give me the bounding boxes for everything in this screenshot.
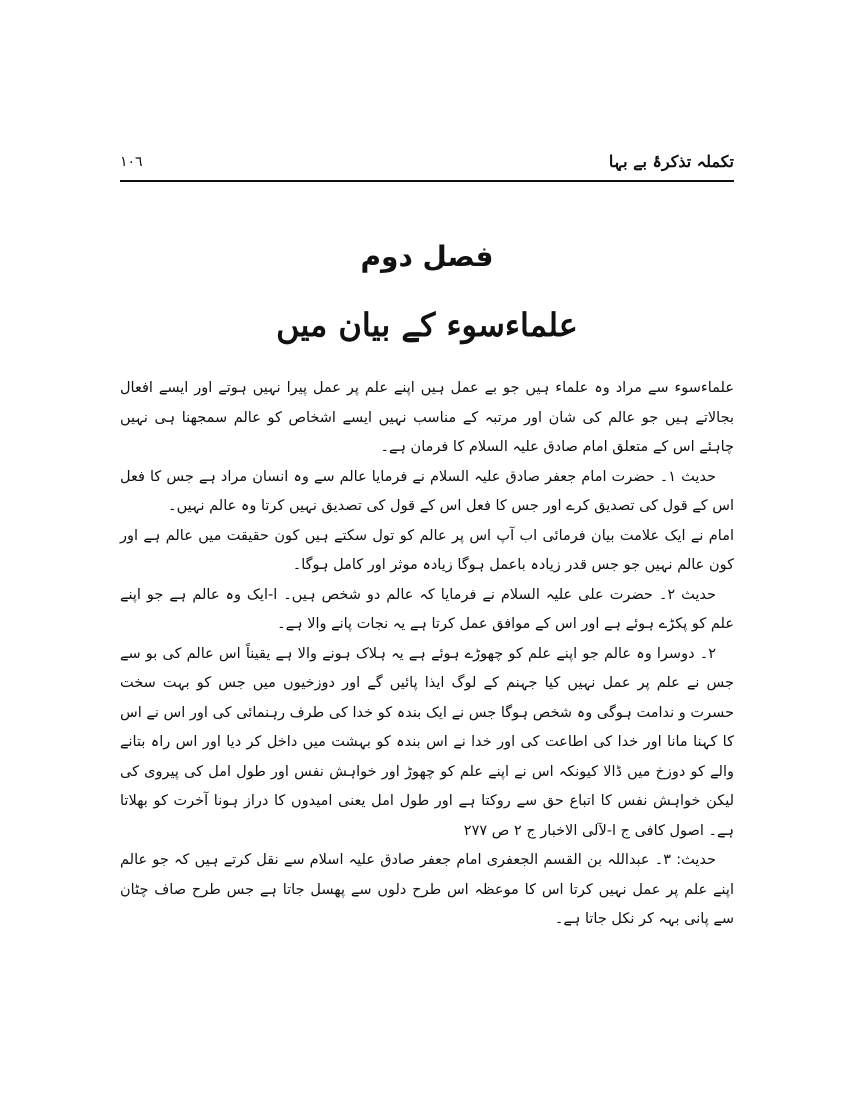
paragraph-hadith-1: حدیث ۱۔ حضرت امام جعفر صادق علیہ السلام نے فرمایا عالم سے وہ انسان مراد ہے جس کا فعل اس کے قول کی تصدیق کرے اور جس کا فعل اس کے قول کی تصدیق نہیں کرتا وہ عالم نہیں۔: [120, 468, 734, 514]
book-title: تکملہ تذکرۂ بے بہا: [608, 152, 734, 171]
paragraph-second-scholar: ۲۔ دوسرا وہ عالم جو اپنے علم کو چھوڑے ہوئے ہے یہ ہلاک ہونے والا ہے یقیناً اس عالم کی بو سے جس نے علم پر عمل نہیں کیا جہنم کے لوگ ایذا پائیں گے اور دوزخیوں میں جس کو بہت سخت حسرت و ندامت ہوگی وہ شخص ہوگا جس نے ایک بندہ کو خدا کی طرف رہنمائی کی اور اس نے اس کا کہنا مانا اور خدا کی اطاعت کی اور خدا نے اس بندہ کو بہشت میں داخل کر دیا اور اس راہ بتانے والے کو دوزخ میں ڈالا کیونکہ اس نے اپنے علم کو چھوڑ اور خواہش نفس اور طول امل کی پیروی کی لیکن خواہش نفس کا اتباع حق سے روکتا ہے اور طول امل یعنی امیدوں کا دراز ہونا آخرت کو بھلاتا ہے۔ اصول کافی ج ا-لآلی الاخبار ج ۲ ص ۲۷۷: [120, 645, 734, 839]
paragraph-hadith-2: حدیث ۲۔ حضرت علی علیہ السلام نے فرمایا کہ عالم دو شخص ہیں۔ ا-ایک وہ عالم ہے جو اپنے علم کو پکڑے ہوئے ہے اور اس کے موافق عمل کرتا ہے یہ نجات پانے والا ہے۔: [120, 586, 734, 632]
paragraph-hadith-3: حدیث: ۳۔ عبداللہ بن القسم الجعفری امام جعفر صادق علیہ اسلام سے نقل کرتے ہیں کہ جو عالم اپنے علم پر عمل نہیں کرتا اس کا موعظہ اس طرح دلوں سے پھسل جاتا ہے جس طرح صاف چٹان سے پانی بہہ کر نکل جاتا ہے۔: [120, 852, 734, 927]
paragraph-commentary: امام نے ایک علامت بیان فرمائی اب آپ اس پر عالم کو تول سکتے ہیں کون حقیقت میں عالم ہے اور کون عالم نہیں جو جس قدر زیادہ باعمل ہوگا زیادہ موثر اور کامل ہوگا۔: [120, 527, 734, 573]
page-number: ١٠٦: [120, 154, 143, 170]
chapter-subtitle: علماءسوء کے بیان میں: [276, 306, 578, 344]
running-header: [120, 152, 734, 176]
chapter-title: فصل دوم: [360, 240, 494, 273]
header-rule: [120, 180, 734, 182]
body-text: [120, 374, 734, 935]
paragraph-intro: علماءسوء سے مراد وہ علماء ہیں جو بے عمل ہیں اپنے علم پر عمل پیرا نہیں ہوتے اور ایسے افعال بجالاتے ہیں جو عالم کی شان اور مرتبہ کے مناسب نہیں ایسے اشخاص کو عالم سمجھنا ہی نہیں چاہئے اس کے متعلق امام صادق علیہ السلام کا فرمان ہے۔: [120, 380, 734, 455]
